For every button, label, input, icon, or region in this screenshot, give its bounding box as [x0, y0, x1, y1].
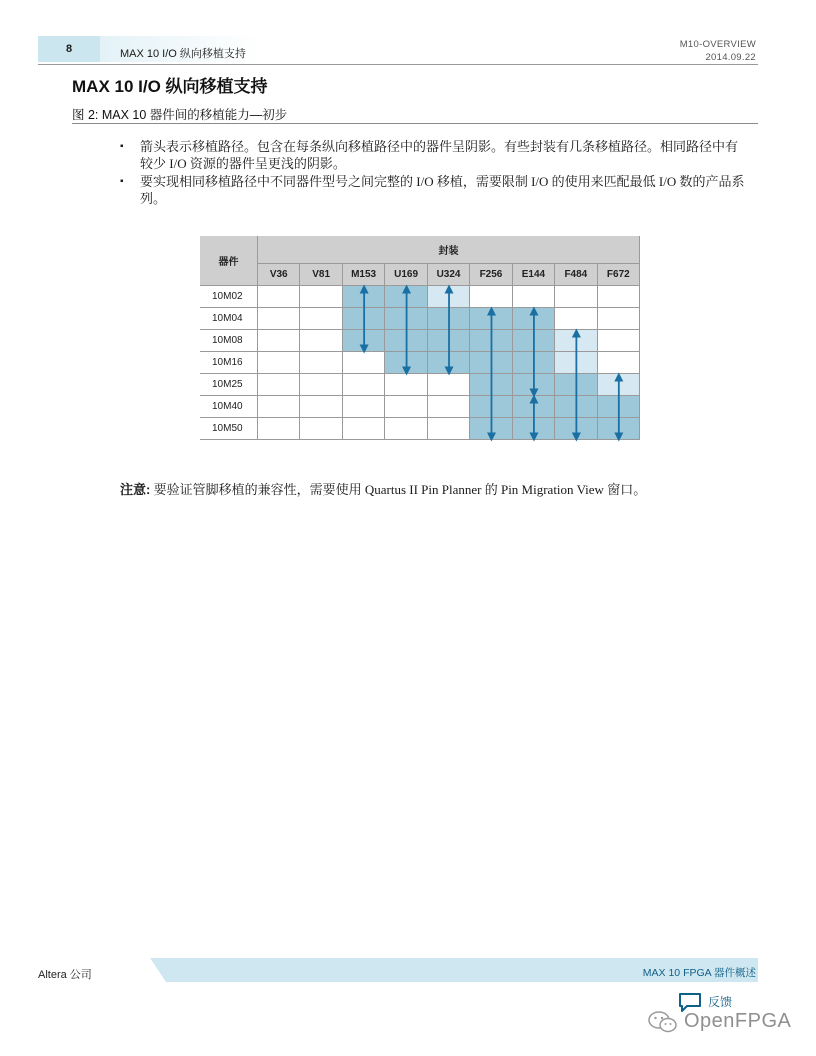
note-label: 注意:	[120, 482, 151, 497]
bullet-item: ▪ 箭头表示移植路径。包含在每条纵向移植路径中的器件呈阴影。有些封装有几条移植路径。相同路径中有较少 I/O 资源的器件呈更浅的阴影。	[120, 138, 745, 172]
package-f672: F672	[598, 264, 640, 286]
migration-table	[200, 236, 640, 440]
watermark-text: OpenFPGA	[684, 1010, 792, 1032]
wechat-icon	[648, 1011, 678, 1033]
package-m153: M153	[343, 264, 385, 286]
header-doc-info	[680, 38, 756, 64]
feedback-link[interactable]: 反馈	[708, 995, 733, 1009]
device-10m04: 10M04	[200, 308, 258, 330]
page-heading: MAX 10 I/O 纵向移植支持	[72, 77, 268, 96]
device-10m16: 10M16	[200, 352, 258, 374]
footer-doc-title: MAX 10 FPGA 器件概述	[642, 967, 756, 979]
package-v36: V36	[258, 264, 300, 286]
bullet-item: ▪ 要实现相同移植路径中不同器件型号之间完整的 I/O 移植，需要限制 I/O 的使用来匹配最低 I/O 数的产品系列。	[120, 173, 745, 207]
caption-divider	[72, 123, 758, 124]
note-text: 要验证管脚移植的兼容性，需要使用 Quartus II Pin Planner 的 Pin Migration View 窗口。	[153, 482, 647, 497]
watermark	[648, 1010, 791, 1033]
footer-company: Altera 公司	[38, 969, 92, 981]
device-10m25: 10M25	[200, 374, 258, 396]
device-10m02: 10M02	[200, 286, 258, 308]
speech-bubble-icon[interactable]	[678, 992, 702, 1012]
figure-caption: 图 2: MAX 10 器件间的移植能力—初步	[72, 108, 288, 122]
device-10m40: 10M40	[200, 396, 258, 418]
migration-arrows	[200, 236, 640, 440]
package-header: 封装	[258, 236, 640, 264]
device-10m50: 10M50	[200, 418, 258, 440]
device-10m08: 10M08	[200, 330, 258, 352]
package-v81: V81	[300, 264, 342, 286]
doc-id: M10-OVERVIEW	[679, 39, 756, 50]
package-e144: E144	[513, 264, 555, 286]
package-f484: F484	[555, 264, 597, 286]
package-u169: U169	[385, 264, 427, 286]
header-divider	[38, 64, 758, 65]
note	[120, 479, 646, 498]
package-f256: F256	[470, 264, 512, 286]
device-header: 器件	[200, 236, 258, 286]
page-number: 8	[65, 43, 73, 55]
package-u324: U324	[428, 264, 470, 286]
bullet-list	[120, 138, 745, 208]
page-number-tab	[38, 36, 100, 62]
header-section-title: MAX 10 I/O 纵向移植支持	[120, 48, 246, 60]
doc-date: 2014.09.22	[705, 52, 756, 63]
